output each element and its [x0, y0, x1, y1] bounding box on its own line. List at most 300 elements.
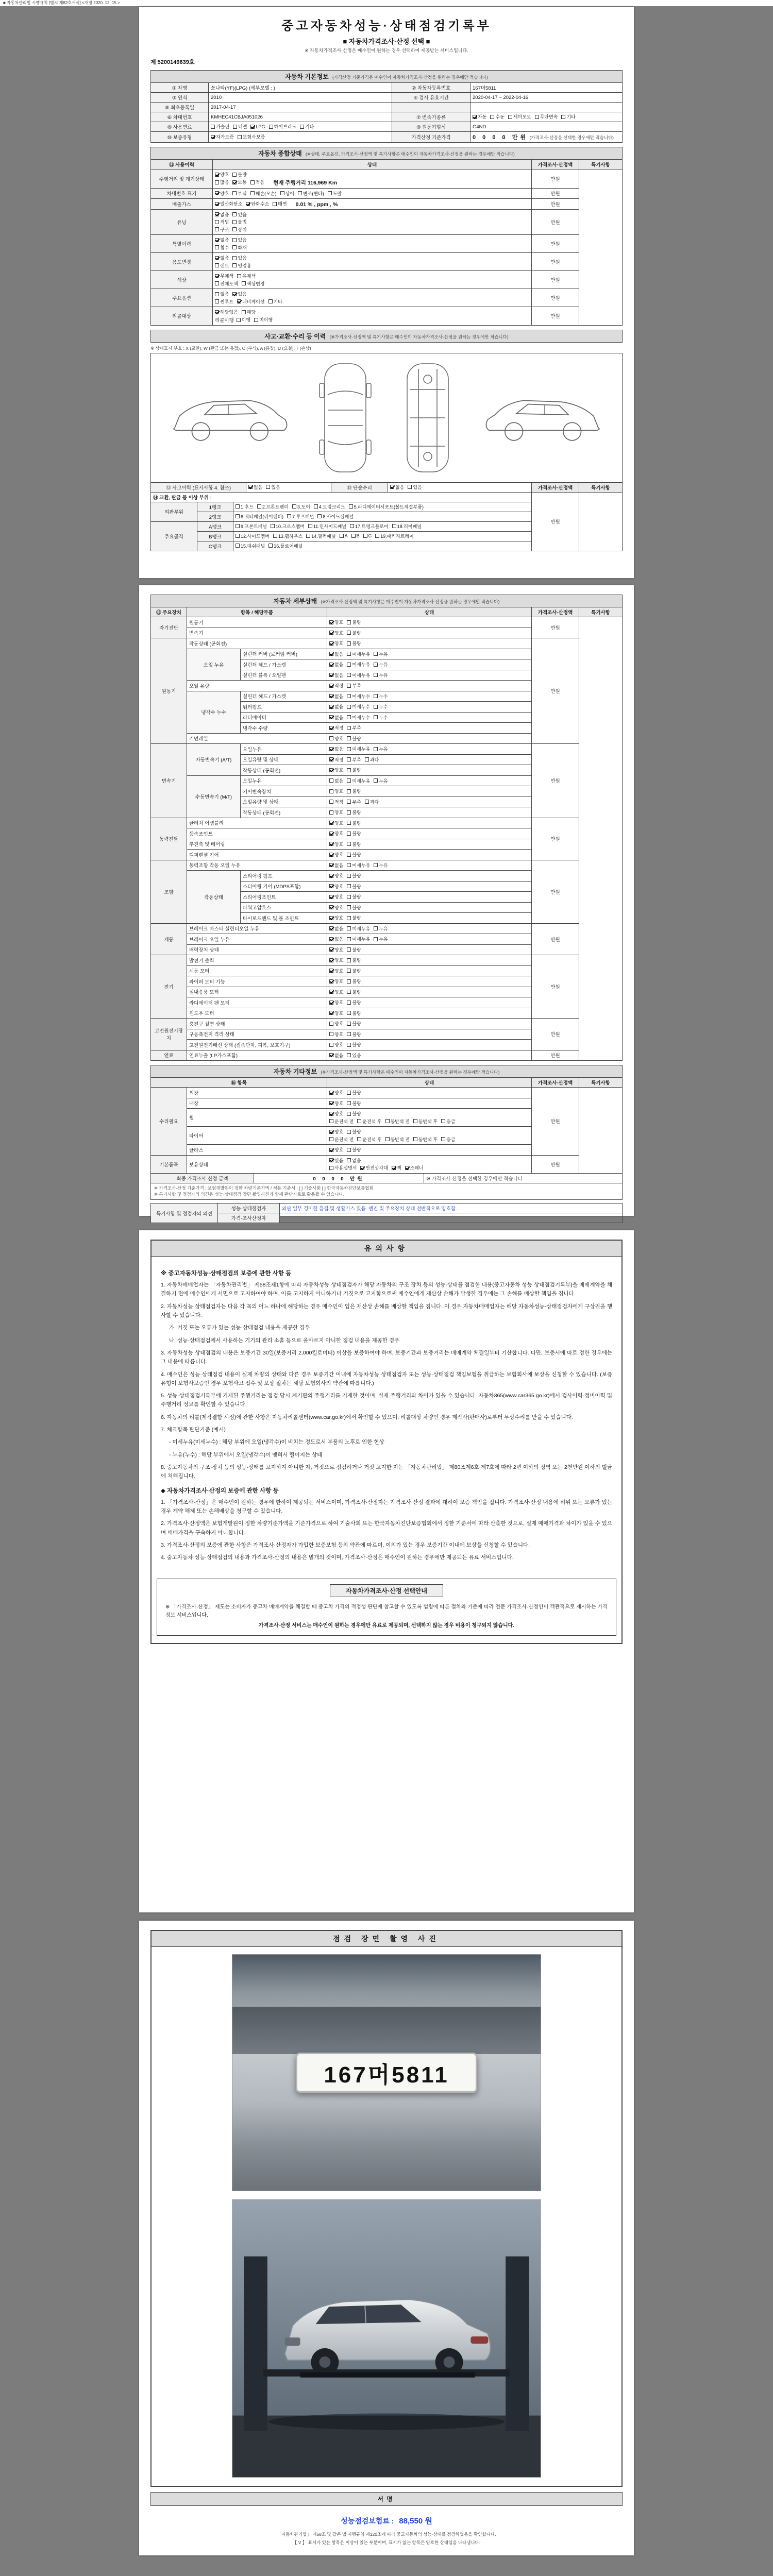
checkbox-label: 1.후드 [241, 504, 254, 510]
item-state [327, 955, 532, 966]
checkbox-option [347, 1031, 361, 1038]
item-state [327, 638, 532, 649]
checkbox-label: 미세누수 [352, 715, 371, 720]
unchecked-checkbox-icon [347, 736, 351, 740]
notice-item: 4. 중고자동차 성능·상태점검의 내용과 가격조사·산정의 내용은 별개의 것이며, 가격조사·산정은 매수인이 원하는 경우에만 제공되는 유료 서비스입니다. [161, 1554, 514, 1561]
checkbox-option [347, 936, 370, 942]
checkbox-option [236, 543, 265, 549]
checkbox-option [329, 1118, 354, 1125]
checkbox-label: 불량 [352, 947, 361, 953]
unchecked-checkbox-icon [329, 1119, 333, 1123]
checkbox-option [347, 893, 361, 900]
checked-checkbox-icon [329, 684, 333, 688]
checkbox-option [329, 640, 343, 647]
item-label: 클러치 어셈블리 [187, 818, 327, 828]
field-label: ⑦ 변속기종류 [392, 112, 470, 122]
checkbox-option [211, 133, 234, 140]
license-plate-number: 167머5811 [324, 2062, 449, 2088]
opinion-role: 성능·상태점검자 [218, 1204, 280, 1213]
form-subnote: ※ 자동차가격조사·산정은 매수인이 원하는 경우 선택하여 제공받는 서비스입니다. [305, 48, 468, 53]
unchecked-checkbox-icon [347, 684, 351, 688]
item-state [327, 1155, 532, 1173]
unchecked-checkbox-icon [347, 821, 351, 825]
form-reference-strip [0, 0, 773, 6]
unchecked-checkbox-icon [237, 318, 241, 322]
checkbox-group [329, 937, 392, 943]
notice-item: 4. 매수인은 성능·상태점검 내용이 실제 차량의 상태와 다른 경우 보증기간 이내에 자동차성능·상태점검자 또는 성능·상태점검 책임보험을 취급하는 보험회사에 보상을 신청할 수 있습니다. (보증유형이 보험사보증인 경우 보험사고 접수 및 보상 절차는 해당 보험회사의 약관에 따릅니다.) [161, 1371, 612, 1386]
checkbox-group [329, 705, 392, 710]
document-number: 제 5200149639호 [150, 59, 195, 65]
table-header-row [151, 1078, 623, 1088]
price-cell: 만원 [532, 170, 579, 189]
checkbox-label: 있음 [352, 1053, 361, 1058]
table-header-row [151, 607, 623, 617]
unchecked-checkbox-icon [347, 937, 351, 941]
table-row [151, 1173, 623, 1183]
checkbox-label: 불량 [352, 1111, 361, 1116]
unchecked-checkbox-icon [347, 969, 351, 973]
checkbox-option [351, 533, 360, 538]
item-label: 연료누출 (LP가스포함) [187, 1050, 327, 1061]
checkbox-group [248, 485, 284, 490]
panel-parts [233, 521, 532, 531]
item-label: 원동기 [187, 617, 327, 628]
condition-label: 주요옵션 [151, 289, 213, 307]
checkbox-option [347, 724, 361, 731]
checkbox-label: 8.사이드실패널 [323, 514, 354, 519]
table-row [151, 103, 623, 112]
unchecked-checkbox-icon [280, 191, 284, 195]
checked-checkbox-icon [360, 1166, 364, 1170]
checkbox-option [287, 513, 314, 520]
checked-checkbox-icon [329, 905, 333, 909]
checkbox-option [329, 1041, 343, 1048]
checkbox-label: 양호 [334, 841, 344, 847]
field-label: ⑬ 단순수리 [331, 482, 388, 492]
section-note: (가격산정 기준가격은 매수인이 자동차가격조사·산정을 원하는 경우에만 적습니다) [332, 75, 488, 80]
unchecked-checkbox-icon [211, 125, 215, 129]
checkbox-option [329, 1100, 343, 1107]
checked-checkbox-icon [329, 979, 333, 984]
detail-row [151, 617, 623, 628]
field-label: ② 자동차등록번호 [392, 83, 470, 93]
checkbox-label: 없음 [220, 292, 229, 297]
unchecked-checkbox-icon [365, 757, 369, 761]
unchecked-checkbox-icon [215, 220, 219, 224]
checked-checkbox-icon [329, 1101, 333, 1105]
checkbox-label: 색상변경 [246, 281, 265, 286]
state-line [329, 693, 529, 700]
checkbox-label: 동반석 전 [390, 1137, 410, 1142]
checkbox-label: 적정 [334, 683, 344, 688]
unchecked-checkbox-icon [347, 1158, 351, 1162]
photos-box [150, 1930, 623, 2487]
checkbox-label: 장치 [238, 227, 247, 232]
item-state [327, 1088, 532, 1098]
checkbox-option [441, 1118, 455, 1125]
price-cell: 만원 [532, 235, 579, 253]
unchecked-checkbox-icon [490, 115, 494, 119]
checkbox-option [329, 1164, 357, 1171]
checkbox-option [329, 1157, 343, 1164]
item-label: 휠 [187, 1109, 327, 1127]
checkbox-label: 불량 [352, 905, 361, 910]
checked-checkbox-icon [250, 125, 255, 129]
state-value: 현재 주행거리 116,969 Km [273, 179, 338, 186]
final-price-value: 0 0 0 0 만원 [254, 1173, 424, 1183]
item-label: 시동 모터 [187, 965, 327, 976]
checkbox-option [215, 179, 229, 185]
checkbox-option [215, 190, 229, 197]
unchecked-checkbox-icon [347, 663, 351, 667]
panel-rank: C랭크 [197, 541, 233, 551]
section-overall-condition-header [150, 147, 623, 160]
checkbox-option [280, 190, 294, 197]
checkbox-label: 불량 [352, 873, 361, 878]
checkbox-label: 없음 [334, 778, 344, 784]
condition-row [151, 170, 623, 189]
checkbox-label: 운전석 후 [362, 1137, 382, 1142]
unchecked-checkbox-icon [215, 292, 219, 296]
checkbox-label: 사용설명서 [334, 1165, 357, 1171]
checkbox-option [329, 893, 343, 900]
checked-checkbox-icon [329, 1011, 333, 1015]
unchecked-checkbox-icon [363, 534, 367, 538]
checkbox-option [266, 484, 280, 490]
unchecked-checkbox-icon [350, 524, 354, 528]
unchecked-checkbox-icon [340, 534, 344, 538]
checkbox-option [215, 298, 233, 305]
premium-value: 88,550 원 [399, 2517, 432, 2526]
item-label: 실내송풍 모터 [187, 987, 327, 997]
remark-cell [579, 170, 623, 326]
checkbox-label: 양호 [334, 979, 344, 984]
unchecked-checkbox-icon [329, 736, 333, 740]
item-state [327, 733, 532, 744]
base-price-note: (가격조사·산정을 선택한 경우에만 적습니다) [529, 135, 614, 140]
checkbox-label: 구조 [220, 227, 229, 232]
checkbox-group [236, 544, 306, 549]
checkbox-label: 불량 [352, 979, 361, 984]
inspection-insurance-premium [150, 2515, 623, 2526]
device-group: 고전원전기장치 [151, 1019, 187, 1050]
item-label: 오일유량 및 상태 [241, 796, 327, 807]
checkbox-label: 보험사보증 [242, 134, 265, 140]
item-label: 추진축 및 베어링 [187, 839, 327, 850]
table-row [151, 122, 623, 132]
notice-item: 나. 성능·상태점검에서 사용하는 기기의 관리 소홀 등으로 올바르지 아니한 점검 내용을 제공한 경우 [169, 1337, 400, 1344]
checkbox-option [347, 830, 361, 837]
form-reference-text: ■ 자동차관리법 시행규칙 [별지 제82호서식] <개정 2020. 12. 15.> [3, 1, 120, 5]
checkbox-label: 양호 [220, 191, 229, 196]
checkbox-option [329, 756, 343, 763]
checked-checkbox-icon [232, 292, 237, 296]
checkbox-group [329, 652, 392, 657]
unchecked-checkbox-icon [374, 694, 378, 698]
checkbox-option [329, 777, 343, 784]
checkbox-option [329, 968, 343, 974]
checkbox-option [329, 1031, 343, 1038]
unchecked-checkbox-icon [347, 810, 351, 815]
checkbox-option [347, 799, 361, 805]
checkbox-option [250, 179, 264, 185]
item-state [327, 944, 532, 955]
field-label: 가격산정 기준가격 [392, 132, 470, 143]
checkbox-option [340, 533, 348, 538]
checked-checkbox-icon [329, 641, 333, 646]
item-label: 윈도우 모터 [187, 1008, 327, 1019]
item-state [327, 723, 532, 734]
checkbox-label: 네비게이션 [242, 299, 265, 304]
checkbox-option [329, 735, 343, 742]
price-cell: 만원 [532, 253, 579, 271]
simple-repair-checkboxes [388, 482, 532, 492]
checkbox-group [237, 318, 276, 324]
checkbox-label: 없음 [334, 704, 344, 709]
checkbox-label: 불량 [352, 768, 361, 773]
checkbox-group [329, 768, 365, 774]
column-header: ⑯ 항목 [151, 1078, 327, 1088]
checkbox-label: 17.트렁크플로어 [355, 523, 389, 529]
accident-history-checkboxes [246, 482, 331, 492]
checkbox-option [329, 1010, 343, 1016]
table-row [151, 492, 623, 502]
unchecked-checkbox-icon [250, 180, 255, 184]
checkbox-option [246, 200, 269, 207]
opinion-role: 가격·조사산정자 [218, 1213, 280, 1223]
checkbox-label: 무단변속 [540, 114, 558, 120]
checkbox-option [347, 851, 361, 858]
panel-parts [233, 531, 532, 541]
state-line [329, 1100, 529, 1107]
column-header: 특기사항 [579, 1078, 623, 1088]
checkbox-label: 양호 [334, 1010, 344, 1016]
detail-row [151, 818, 623, 828]
checkbox-label: 부족 [352, 757, 361, 762]
condition-state [213, 199, 532, 210]
checkbox-label: 미세누유 [352, 651, 371, 657]
checkbox-option [347, 1146, 361, 1153]
item-state [327, 807, 532, 818]
checkbox-option [561, 113, 575, 120]
checkbox-label: 적정 [334, 725, 344, 731]
checkbox-option [329, 841, 343, 848]
unchecked-checkbox-icon [374, 863, 378, 867]
state-line [329, 682, 529, 689]
checkbox-group [329, 863, 392, 869]
checkbox-label: 스패너 [410, 1165, 424, 1171]
state-line [215, 218, 529, 226]
state-line [329, 904, 529, 911]
table-row [151, 112, 623, 122]
checkbox-group [329, 832, 365, 837]
price-cell: 만원 [532, 617, 579, 638]
checkbox-label: 불량 [352, 894, 361, 900]
checkbox-group [329, 947, 365, 953]
item-label: 내장 [187, 1098, 327, 1109]
section-title: 사고·교환·수리 등 이력 [264, 332, 326, 340]
checkbox-label: 양호 [334, 641, 344, 646]
base-price-value: 0 0 0 0 만원 [473, 134, 528, 141]
checkbox-group [215, 191, 345, 197]
unchecked-checkbox-icon [413, 1137, 417, 1141]
field-label: ⑫ 사고이력 (표시사항 4. 참조) [151, 482, 246, 492]
state-line [329, 630, 529, 637]
item-label: 워터펌프 [241, 702, 327, 713]
checkbox-label: 있음 [334, 1158, 344, 1163]
state-line [329, 735, 529, 742]
checkbox-group [329, 694, 392, 700]
checkbox-label: 기타 [273, 299, 282, 304]
checkbox-option [365, 756, 379, 763]
state-line [215, 171, 529, 178]
checkbox-label: 9.프론트패널 [241, 523, 267, 529]
checkbox-label: 양호 [334, 905, 344, 910]
state-line [329, 925, 529, 933]
state-line [215, 211, 529, 218]
notice-item: 8. 중고자동차의 구조·장치 등의 성능·상태를 고지하지 아니한 자, 거짓으로 점검하거나 거짓 고지한 자는 「자동차관리법」 제80조제6호·제7호에 따라 2년 이하의 징역 또는 2천만원 이하의 벌금에 처해집니다. [161, 1464, 612, 1480]
checkbox-label: 많음 [220, 180, 229, 185]
panel-damage-table [150, 492, 623, 551]
item-state [327, 881, 532, 892]
checkbox-label: 불량 [352, 841, 361, 847]
checked-checkbox-icon [329, 1091, 333, 1095]
field-label: ⑧ 사용연료 [151, 122, 209, 132]
condition-state [213, 235, 532, 253]
unchecked-checkbox-icon [232, 256, 237, 260]
checkbox-group [211, 125, 317, 130]
condition-row [151, 199, 623, 210]
basic-info-table [150, 82, 623, 143]
notice-group-title: ◆ 자동차가격조사·산정의 보증에 관한 사항 등 [161, 1487, 279, 1494]
item-state [327, 976, 532, 987]
checkbox-option [329, 883, 343, 890]
checkbox-option [374, 745, 388, 752]
unchecked-checkbox-icon [254, 318, 258, 322]
checkbox-option [347, 672, 370, 679]
condition-label: 용도변경 [151, 253, 213, 271]
condition-state [213, 271, 532, 289]
checkbox-option [347, 883, 361, 890]
item-state [327, 892, 532, 903]
checkbox-group [215, 299, 286, 305]
checkbox-option [329, 1089, 343, 1096]
checkbox-label: 상이 [285, 191, 294, 196]
checked-checkbox-icon [215, 256, 219, 260]
checkbox-group [329, 736, 365, 742]
notice-item: 5. 성능·상태점검기록부에 기재된 주행거리는 점검 당시 계기판의 주행거리를 기재한 것이며, 실제 주행거리와 차이가 있을 수 있습니다. 자동차365(www.car365.go.kr)에서 검사이력·정비이력 및 주행거리 정보를 확인할 수 있습니다. [161, 1393, 612, 1408]
checkbox-label: 유채색 [242, 274, 256, 279]
state-line [329, 777, 529, 785]
final-price-note: ※ 가격조사·산정을 선택한 경우에만 적습니다 [424, 1173, 623, 1183]
checked-checkbox-icon [232, 180, 237, 184]
item-label: 커먼레일 [187, 733, 327, 744]
item-state [327, 1008, 532, 1019]
checked-checkbox-icon [248, 485, 253, 489]
item-label: 라디에이터 팬 모터 [187, 997, 327, 1008]
price-basis-line: ※ 가격조사·산정 기준가격 : 보험개발원이 정한 차량기준가액 / 적용 기준서 : [ ] 기술사회 [ ] 한국자동차진단보증협회 [154, 1185, 374, 1191]
unchecked-checkbox-icon [242, 281, 246, 285]
checkbox-label: 11.인사이드패널 [313, 523, 346, 529]
column-header: 상태 [213, 160, 532, 170]
checked-checkbox-icon [390, 485, 394, 489]
unchecked-checkbox-icon [329, 1166, 333, 1170]
checkbox-option [347, 1110, 361, 1117]
checkbox-group [329, 874, 365, 879]
detail-row [151, 860, 623, 871]
checkbox-label: 누유 [379, 747, 388, 752]
checkbox-label: 불량 [352, 736, 361, 741]
state-line [215, 200, 529, 208]
checkbox-label: 누수 [379, 715, 388, 720]
checkbox-group [215, 173, 250, 178]
state-line [215, 291, 529, 298]
checkbox-label: 누유 [379, 662, 388, 667]
item-sublabel: 오일 누유 [187, 649, 241, 681]
detail-row [151, 1088, 623, 1098]
state-line [329, 1128, 529, 1136]
page-basic-and-overall [139, 7, 634, 578]
checkbox-label: 매연 [278, 201, 287, 207]
unchecked-checkbox-icon [329, 1137, 333, 1141]
checkbox-group [329, 726, 365, 732]
final-price-table [150, 1173, 623, 1183]
checkbox-group [215, 310, 259, 316]
unchecked-checkbox-icon [347, 1101, 351, 1105]
checkbox-option [329, 788, 343, 794]
checkbox-option [329, 1110, 343, 1117]
item-state [327, 681, 532, 691]
unchecked-checkbox-icon [329, 778, 333, 783]
checkbox-option [215, 273, 233, 279]
condition-label: 색상 [151, 271, 213, 289]
checkbox-option [329, 914, 343, 921]
checked-checkbox-icon [329, 1053, 333, 1057]
checkbox-label: 불량 [352, 989, 361, 995]
item-state [327, 934, 532, 945]
checkbox-option [242, 309, 256, 315]
checkbox-option [250, 124, 265, 129]
checkbox-option [328, 190, 342, 197]
state-line [329, 672, 529, 679]
checkbox-option [236, 503, 254, 510]
checkbox-group [211, 135, 268, 141]
checkbox-label: 이행 [241, 317, 251, 323]
checkbox-option [215, 291, 229, 297]
item-state [327, 1029, 532, 1040]
table-row [151, 1204, 623, 1213]
item-label: 변속기 [187, 628, 327, 638]
device-group: 원동기 [151, 638, 187, 744]
checkbox-option [329, 799, 343, 805]
table-row [151, 132, 623, 143]
page-notices [139, 1230, 634, 1912]
checkbox-label: 없음 [334, 693, 344, 699]
checked-checkbox-icon [215, 238, 219, 242]
checked-checkbox-icon [329, 842, 333, 846]
state-line [329, 1052, 529, 1059]
checkbox-option [374, 703, 388, 710]
checkbox-label: 있음 [413, 484, 422, 490]
checkbox-label: 미세누유 [352, 778, 371, 784]
item-state [327, 839, 532, 850]
unchecked-checkbox-icon [287, 514, 291, 518]
condition-state [213, 307, 532, 326]
item-state [327, 659, 532, 670]
checkbox-label: 적음 [255, 180, 265, 185]
condition-row [151, 307, 623, 326]
checked-checkbox-icon [329, 768, 333, 772]
